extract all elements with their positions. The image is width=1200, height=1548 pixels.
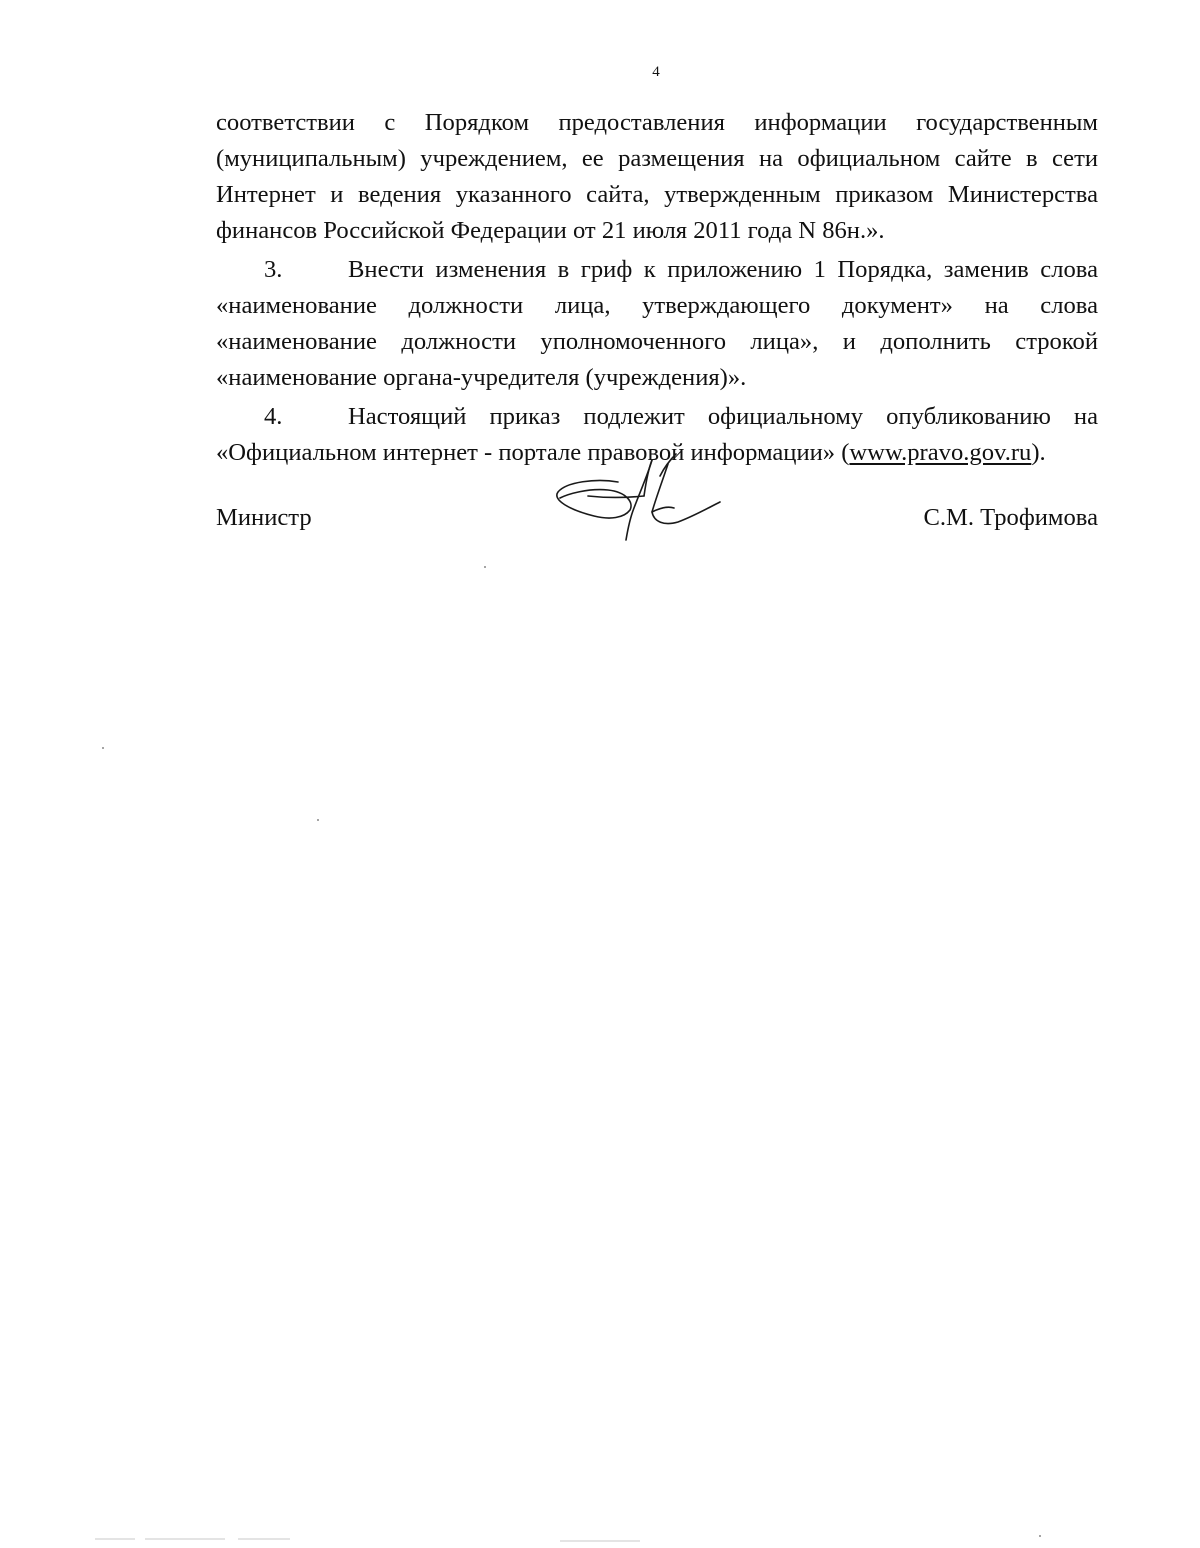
document-body bbox=[216, 105, 1098, 471]
page-number: 4 bbox=[652, 64, 660, 80]
signatory-role: Министр bbox=[216, 504, 312, 531]
paragraph-3 bbox=[216, 252, 1098, 396]
pravo-gov-link[interactable]: www.pravo.gov.ru bbox=[849, 439, 1032, 466]
signatory-name: С.М. Трофимова bbox=[923, 504, 1098, 531]
paragraph-4-text-end: ). bbox=[1031, 439, 1046, 466]
paragraph-4-text: Настоящий приказ подлежит официальному опубликованию на «Официальном интернет - портале правовой информации» ( bbox=[216, 403, 1098, 466]
handwritten-signature bbox=[548, 452, 723, 547]
paragraph-3-number: 3. bbox=[264, 256, 283, 283]
paragraph-3-text: Внести изменения в гриф к приложению 1 Порядка, заменив слова «наименование должности лица, утверждающего документ» на слова «наименование должности уполномоченного лица», и дополнить строкой «наименование органа-учредителя (учреждения)». bbox=[216, 256, 1098, 391]
paragraph-continued: соответствии с Порядком предоставления информации государственным (муниципальным) учреждением, ее размещения на официальном сайте в сети Интернет и ведения указанного сайта, утвержденным приказом Министерства финансов Российской Федерации от 21 июля 2011 года N 86н.». bbox=[216, 109, 1098, 244]
paragraph-4-number: 4. bbox=[264, 403, 283, 430]
